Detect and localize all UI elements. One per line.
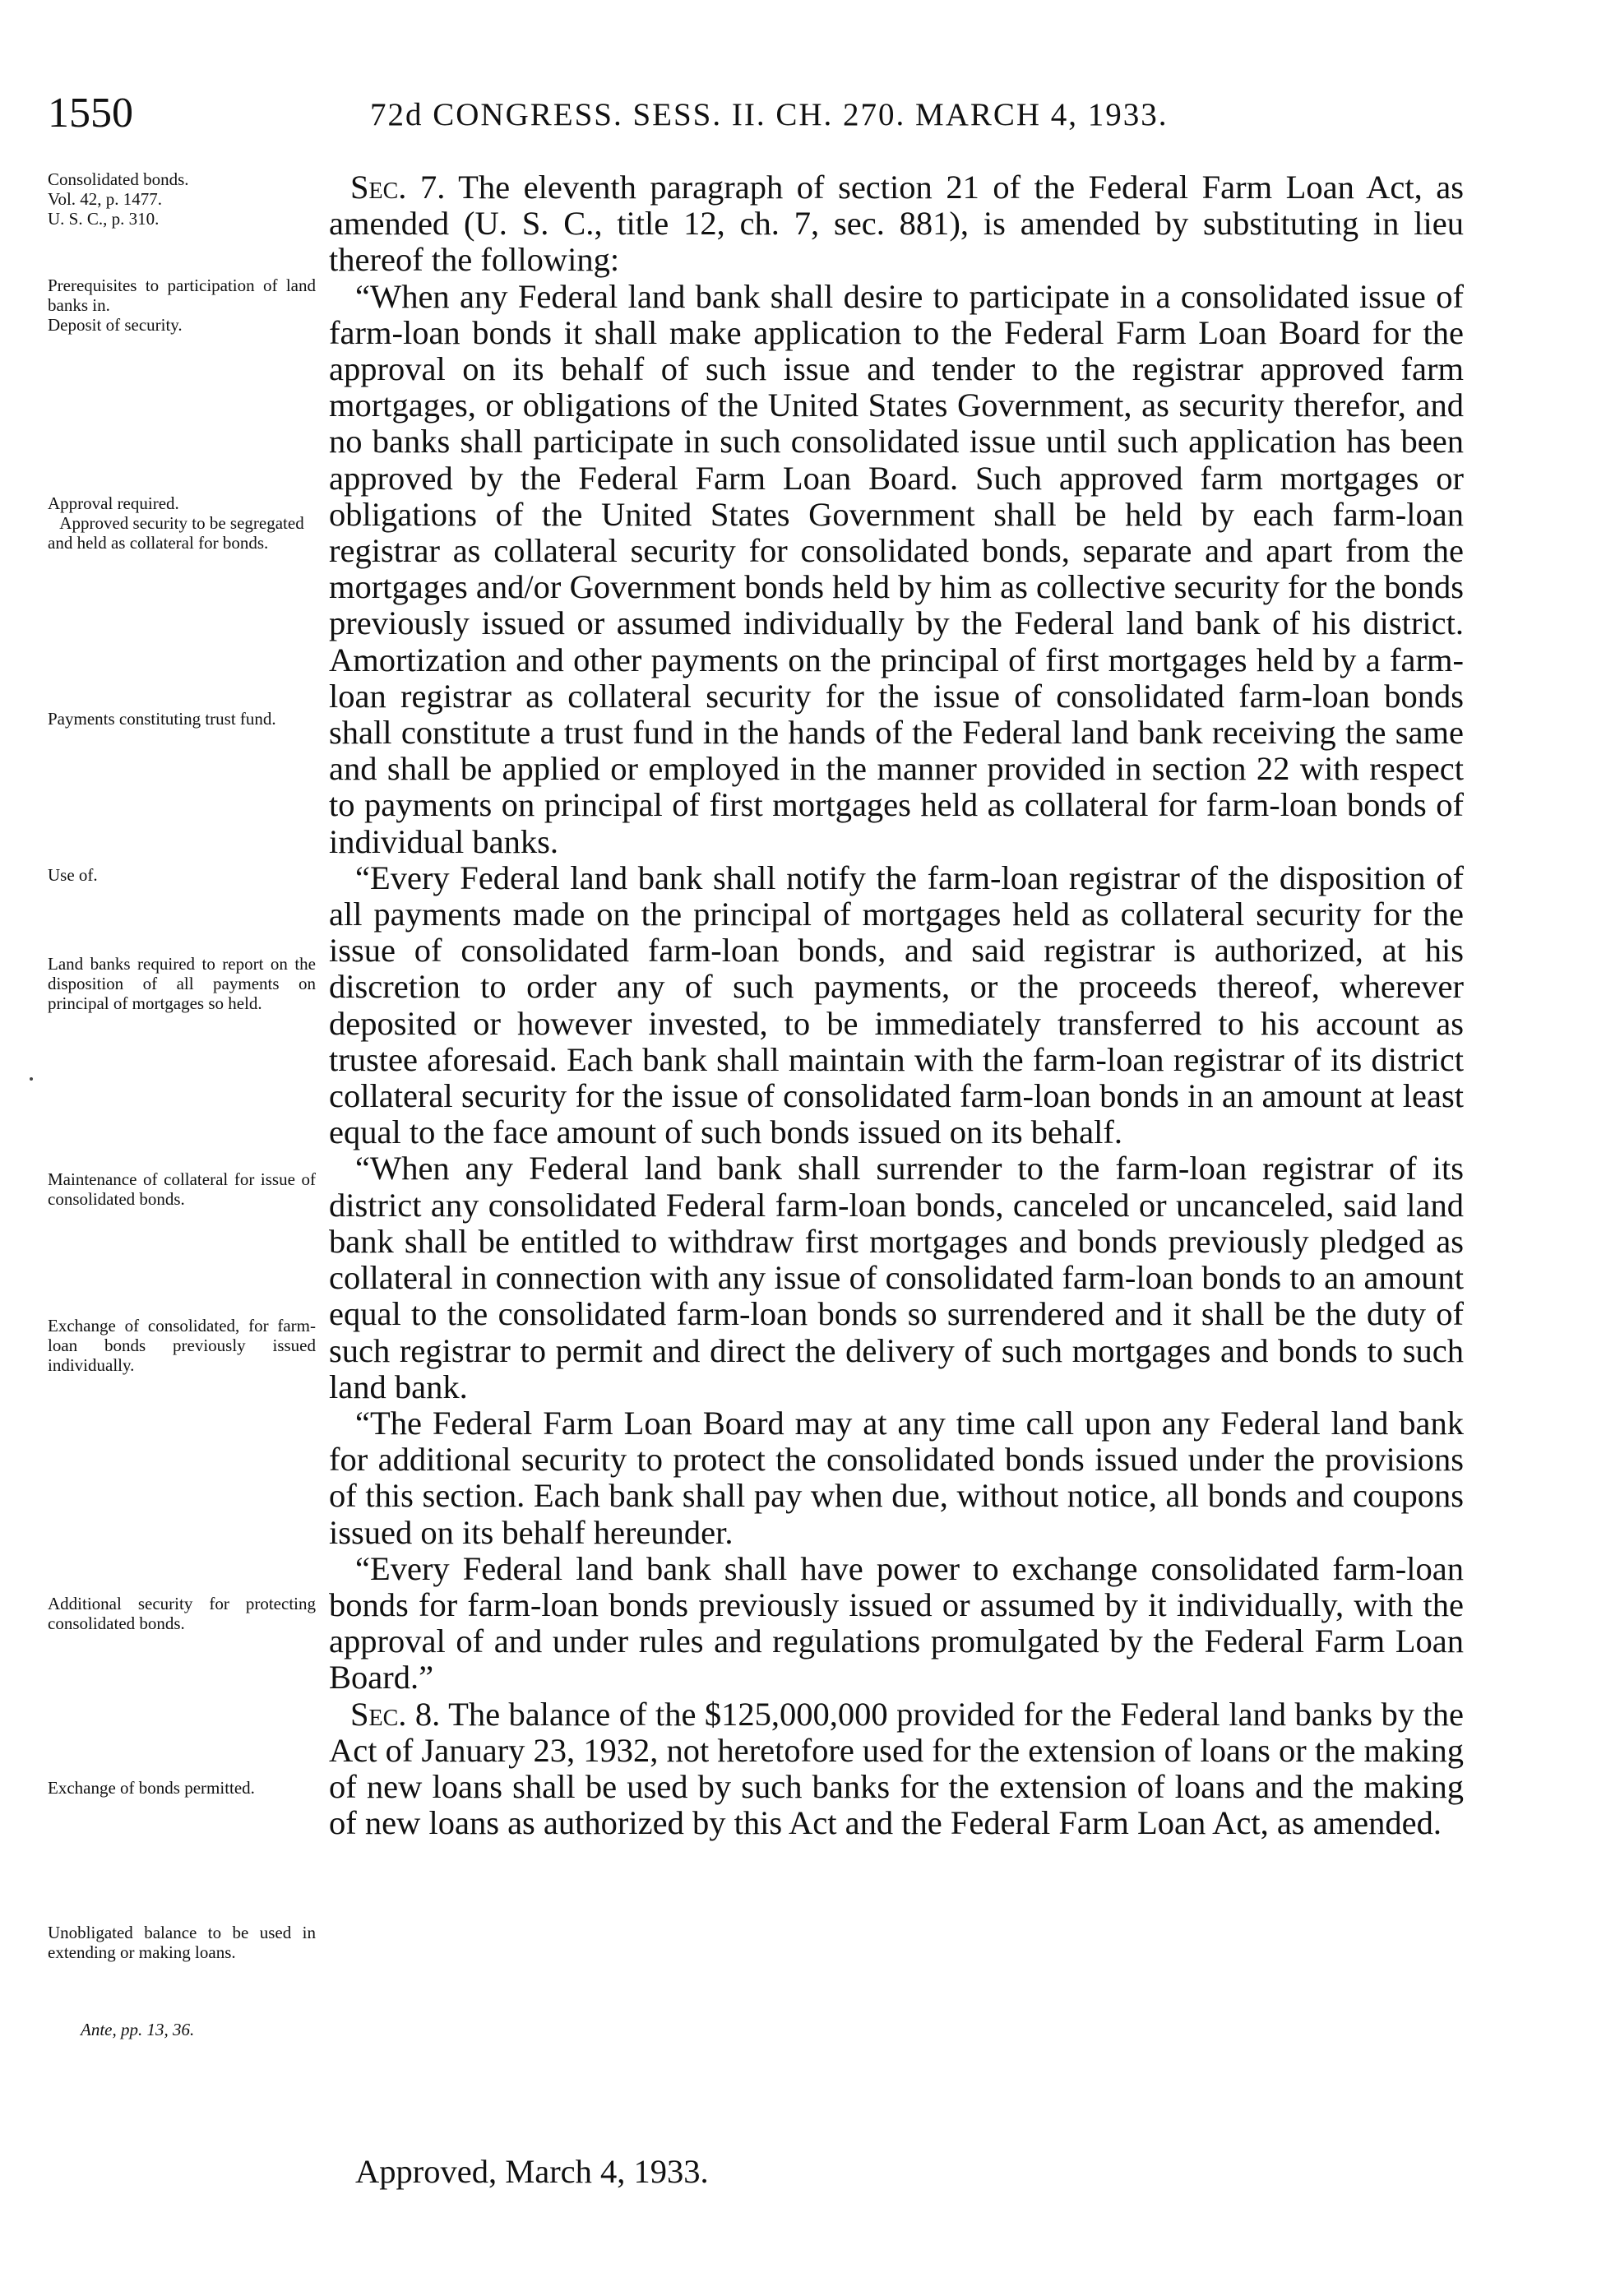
margin-note-line: Maintenance of collateral for issue of consolidated bonds. bbox=[48, 1169, 316, 1209]
margin-note-line: Exchange of consolidated, for farm-loan bonds previously issued individually. bbox=[48, 1316, 316, 1375]
margin-note-line: Prerequisites to participation of land banks in. bbox=[48, 275, 316, 315]
margin-note-trust-fund bbox=[48, 709, 316, 729]
section-text: The eleventh paragraph of section 21 of the Federal Farm Loan Act, as amended (U. S. C., title 12, ch. 7, sec. 881), is amended by substituting in lieu thereof the following: bbox=[329, 169, 1464, 279]
margin-note-prerequisites bbox=[48, 275, 316, 335]
margin-note-ante bbox=[48, 2020, 349, 2039]
margin-note-use-of bbox=[48, 865, 316, 885]
margin-note-line: Unobligated balance to be used in extending or making loans. bbox=[48, 1923, 316, 1962]
margin-note-approval-required bbox=[48, 493, 316, 553]
margin-note-line: Approved security to be segregated and held as collateral for bonds. bbox=[48, 513, 304, 553]
margin-note-line: Additional security for protecting consolidated bonds. bbox=[48, 1594, 316, 1633]
margin-note-land-banks-report bbox=[48, 954, 316, 1013]
paragraph: “Every Federal land bank shall notify the farm-loan registrar of the disposition of all payments made on the principal of mortgages held as collateral security for the issue of consolidated farm-loan bonds, and said registrar is authorized, at his discretion to order any of such payments, or the proceeds thereof, wherever deposited or however invested, to be immediately transferred to his account as trustee aforesaid. Each bank shall maintain with the farm-loan registrar of its district collateral security for the issue of consolidated farm-loan bonds in an amount at least equal to the face amount of such bonds issued on its behalf. bbox=[329, 859, 1464, 1151]
margin-note-additional-security bbox=[48, 1594, 316, 1633]
margin-note-line: Land banks required to report on the disposition of all payments on principal of mortgages so held. bbox=[48, 954, 316, 1013]
section-label: Sec. 7. bbox=[350, 169, 446, 206]
margin-note-consolidated-bonds bbox=[48, 169, 316, 229]
paragraph: “When any Federal land bank shall surrender to the farm-loan registrar of its district any consolidated Federal farm-loan bonds, canceled or uncanceled, said land bank shall be entitled to withdraw first mortgages and bonds previously pledged as collateral in connection with any issue of consolidated farm-loan bonds to an amount equal to the consolidated farm-loan bonds so surrendered and it shall be the duty of such registrar to permit and direct the delivery of such mortgages and bonds to such land bank. bbox=[329, 1150, 1464, 1405]
running-head: 72d CONGRESS. SESS. II. CH. 270. MARCH 4, 1933. bbox=[370, 97, 1169, 132]
margin-note-maintenance bbox=[48, 1169, 316, 1209]
margin-note-line: Payments constituting trust fund. bbox=[48, 709, 276, 729]
section-8 bbox=[329, 1697, 1464, 1842]
margin-note-line: Ante, pp. 13, 36. bbox=[81, 2020, 195, 2039]
margin-note-unobligated-balance bbox=[48, 1923, 316, 1962]
margin-note-exchange-permitted bbox=[48, 1778, 316, 1798]
margin-note-line: U. S. C., p. 310. bbox=[48, 209, 160, 229]
section-text: The balance of the $125,000,000 provided for the Federal land banks by the Act of January 23, 1932, not heretofore used for the extension of loans or the making of new loans shall be used by such banks for the extension of loans and the making of new loans as authorized by this Act and the Federal Farm Loan Act, as amended. bbox=[329, 1695, 1465, 1842]
approval-line: Approved, March 4, 1933. bbox=[355, 2153, 709, 2190]
margin-note-line: Consolidated bonds. bbox=[48, 169, 189, 189]
statute-body bbox=[329, 169, 1464, 1841]
margin-note-line: Vol. 42, p. 1477. bbox=[48, 189, 163, 209]
section-label: Sec. 8. bbox=[350, 1695, 441, 1733]
margin-note-line: Deposit of security. bbox=[48, 315, 183, 335]
paragraph: “The Federal Farm Loan Board may at any time call upon any Federal land bank for additional security to protect the consolidated bonds issued under the provisions of this section. Each bank shall pay when due, without notice, all bonds and coupons issued on its behalf hereunder. bbox=[329, 1404, 1464, 1551]
margin-note-exchange-consolidated bbox=[48, 1316, 316, 1375]
margin-note-line: Approval required. bbox=[48, 493, 179, 513]
paragraph: “Every Federal land bank shall have power to exchange consolidated farm-loan bonds for farm-loan bonds previously issued or assumed by it individually, with the approval of and under rules and regulations promulgated by the Federal Farm Loan Board.” bbox=[329, 1549, 1464, 1697]
page-header bbox=[48, 89, 1462, 138]
margin-note-line: Exchange of bonds permitted. bbox=[48, 1778, 255, 1798]
margin-note-line: Use of. bbox=[48, 865, 98, 885]
paragraph: “When any Federal land bank shall desire to participate in a consolidated issue of farm-loan bonds it shall make application to the Federal Farm Loan Board for the approval on its behalf of such issue and tender to the registrar approved farm mortgages, or obligations of the United States Government, as security therefor, and no banks shall participate in such consolidated issue until such application has been approved by the Federal Farm Loan Board. Such approved farm mortgages or obligations of the United States Government shall be held by each farm-loan registrar as collateral security for consolidated bonds, separate and apart from the mortgages and/or Government bonds held by him as collective security for the bonds previously issued or assumed individually by the Federal land bank of his district. Amortization and other payments on the principal of first mortgages held by a farm-loan registrar as collateral security for the issue of consolidated farm-loan bonds shall constitute a trust fund in the hands of the Federal land bank receiving the same and shall be applied or employed in the manner provided in section 22 with respect to payments on principal of first mortgages held as collateral for farm-loan bonds of individual banks. bbox=[329, 277, 1464, 860]
page-number: 1550 bbox=[48, 90, 133, 137]
section-7 bbox=[329, 169, 1464, 279]
stray-mark bbox=[30, 1077, 33, 1081]
